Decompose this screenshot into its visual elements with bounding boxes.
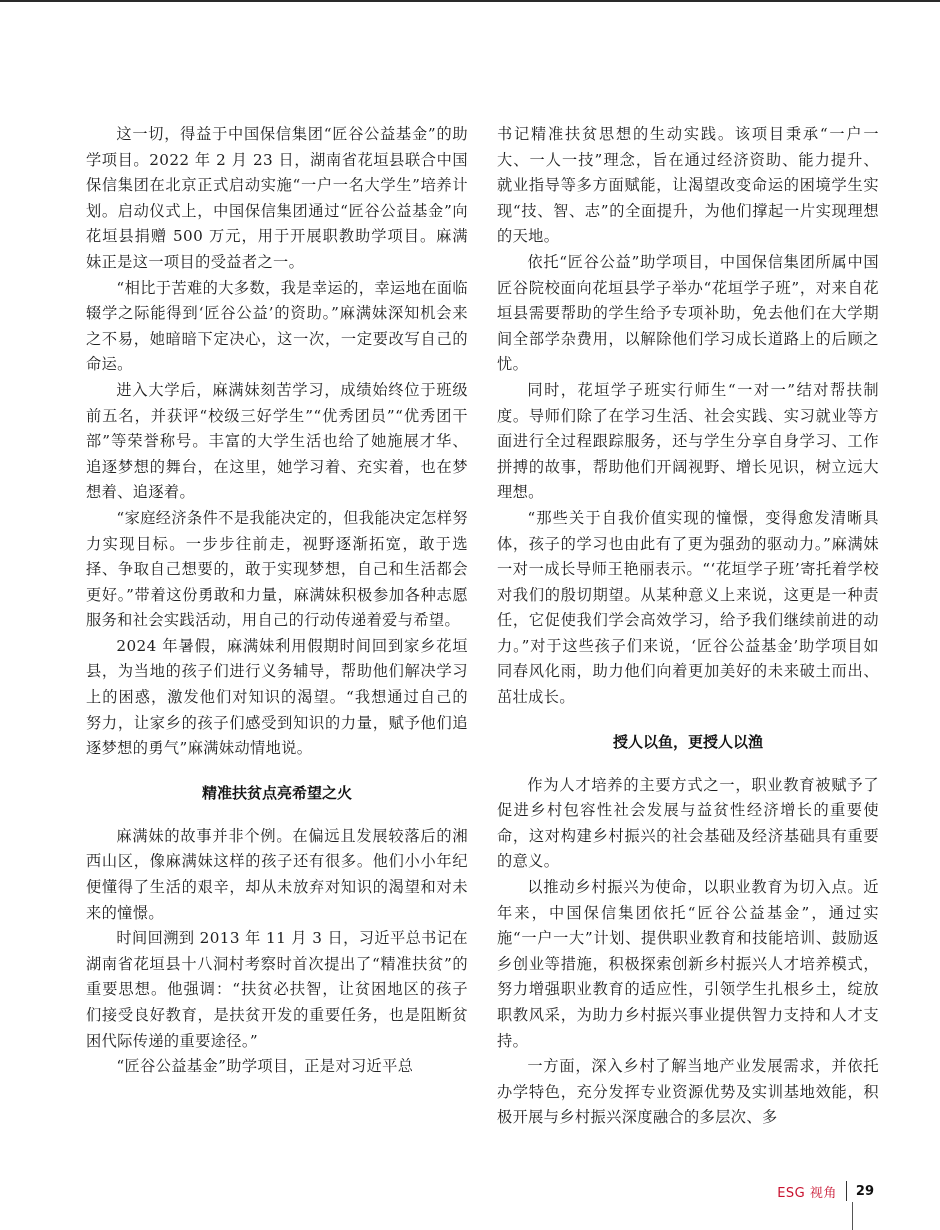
paragraph: “相比于苦难的大多数，我是幸运的，幸运地在面临辍学之际能得到‘匠谷公益’的资助。”麻满妹深知机会来之不易，她暗暗下定决心，这一次，一定要改写自己的命运。 (86, 278, 468, 374)
paragraph-continued: 书记精准扶贫思想的生动实践。该项目秉承“一户一大、一人一技”理念，旨在通过经济资助、能力提升、就业指导等多方面赋能，让渴望改变命运的困境学生实现“技、智、志”的全面提升，为他们撑起一片实现理想的天地。 (497, 125, 879, 246)
paragraph: 进入大学后，麻满妹刻苦学习，成绩始终位于班级前五名，并获评“校级三好学生”“优秀团员”“优秀团干部”等荣誉称号。丰富的大学生活也给了她施展才华、追逐梦想的舞台，在这里，她学习着、充实着，也在梦想着、追逐着。 (86, 380, 468, 502)
page-edge-line (852, 1202, 853, 1230)
paragraph: 时间回溯到 2013 年 11 月 3 日，习近平总书记在湖南省花垣县十八洞村考察时首次提出了“精准扶贫”的重要思想。他强调：“扶贫必扶智，让贫困地区的孩子们接受良好教育，是扶贫开发的重要任务，也是阻断贫困代际传递的重要途径。” (86, 929, 468, 1050)
paragraph: 以推动乡村振兴为使命，以职业教育为切入点。近年来，中国保信集团依托“匠谷公益基金”，通过实施“一户一大”计划、提供职业教育和技能培训、鼓励返乡创业等措施，积极探索创新乡村振兴人才培养模式，努力增强职业教育的适应性，引领学生扎根乡土，绽放职教风采，为助力乡村振兴事业提供智力支持和人才支持。 (497, 878, 879, 1050)
top-rule (0, 0, 940, 2)
paragraph: 2024 年暑假，麻满妹利用假期时间回到家乡花垣县，为当地的孩子们进行义务辅导，帮助他们解决学习上的困惑，激发他们对知识的渴望。“我想通过自己的努力，让家乡的孩子们感受到知识的力量，赋予他们追逐梦想的勇气”麻满妹动情地说。 (86, 636, 468, 758)
right-column (497, 122, 879, 1131)
paragraph: “家庭经济条件不是我能决定的，但我能决定怎样努力实现目标。一步步往前走，视野逐渐拓宽，敢于选择、争取自己想要的，敢于实现梦想，自己和生活都会更好。”带着这份勇敢和力量，麻满妹积极参加各种志愿服务和社会实践活动，用自己的行动传递着爱与希望。 (86, 508, 468, 630)
left-column (86, 122, 468, 1080)
section-heading: 授人以鱼，更授人以渔 (612, 732, 763, 751)
page-footer (777, 1180, 874, 1202)
paragraph: 依托“匠谷公益”助学项目，中国保信集团所属中国匠谷院校面向花垣县学子举办“花垣学子班”，对来自花垣县需要帮助的学生给予专项补助，免去他们在大学期间全部学杂费用，以解除他们学习成长道路上的后顾之忧。 (497, 252, 879, 374)
paragraph: 这一切，得益于中国保信集团“匠谷公益基金”的助学项目。2022 年 2 月 23 日，湖南省花垣县联合中国保信集团在北京正式启动实施“一户一名大学生”培养计划。启动仪式上，中国保信集团通过“匠谷公益基金”向花垣县捐赠 500 万元，用于开展职教助学项目。麻满妹正是这一项目的受益者之一。 (86, 125, 468, 271)
page-number: 29 (855, 1183, 874, 1199)
footer-section-label: ESG 视角 (777, 1185, 837, 1201)
paragraph: 一方面，深入乡村了解当地产业发展需求，并依托办学特色，充分发挥专业资源优势及实训基地效能，积极开展与乡村振兴深度融合的多层次、多 (497, 1057, 879, 1127)
paragraph: “匠谷公益基金”助学项目，正是对习近平总 (116, 1057, 414, 1076)
paragraph: 同时，花垣学子班实行师生“一对一”结对帮扶制度。导师们除了在学习生活、社会实践、实习就业等方面进行全过程跟踪服务，还与学生分享自身学习、工作拼搏的故事，帮助他们开阔视野、增长见识，树立远大理想。 (497, 380, 879, 502)
paragraph: “那些关于自我价值实现的憧憬，变得愈发清晰具体，孩子的学习也由此有了更为强劲的驱动力。”麻满妹一对一成长导师王艳丽表示。“‘花垣学子班’寄托着学校对我们的殷切期望。从某种意义上来说，这更是一种责任，它促使我们学会高效学习，给予我们继续前进的动力。”对于这些孩子们来说，‘匠谷公益基金’助学项目如同春风化雨，助力他们向着更加美好的未来破土而出、茁壮成长。 (497, 508, 879, 707)
footer-divider (846, 1181, 847, 1201)
section-heading: 精准扶贫点亮希望之火 (201, 783, 352, 802)
paragraph: 作为人才培养的主要方式之一，职业教育被赋予了促进乡村包容性社会发展与益贫性经济增长的重要使命，这对构建乡村振兴的社会基础及经济基础具有重要的意义。 (497, 775, 879, 871)
paragraph: 麻满妹的故事并非个例。在偏远且发展较落后的湘西山区，像麻满妹这样的孩子还有很多。他们小小年纪便懂得了生活的艰辛，却从未放弃对知识的渴望和对未来的憧憬。 (86, 826, 468, 922)
